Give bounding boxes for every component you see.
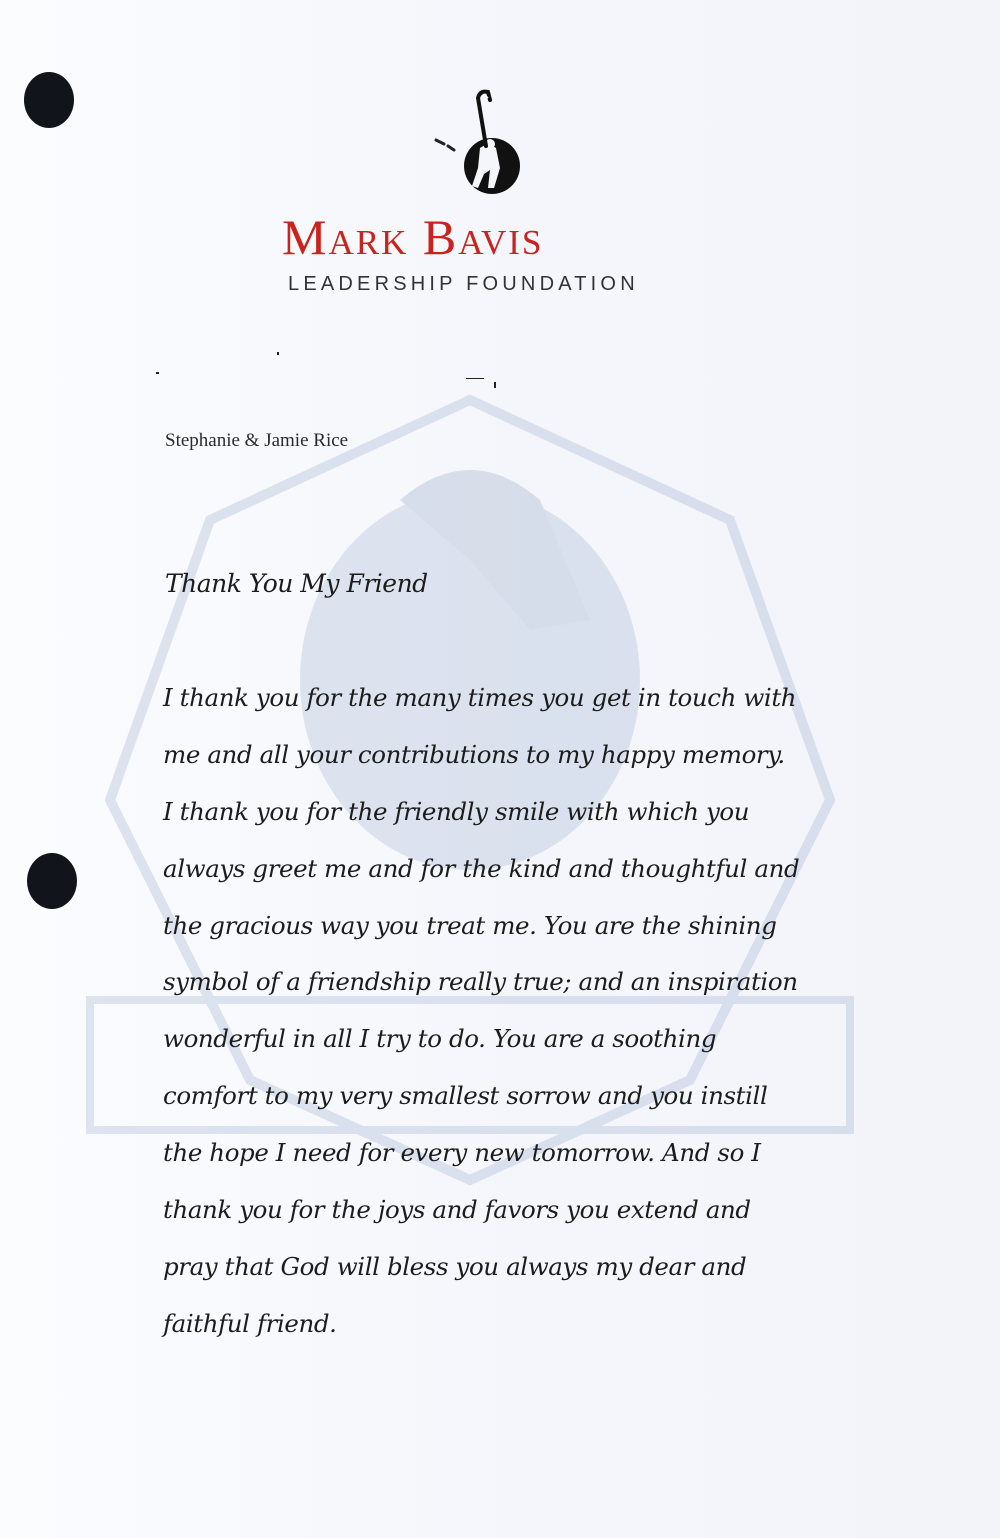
punch-hole-top bbox=[24, 72, 74, 128]
poem-line: faithful friend. bbox=[163, 1308, 337, 1338]
poem-line: thank you for the joys and favors you extend and bbox=[163, 1195, 751, 1225]
poem-line: the gracious way you treat me. You are the shining bbox=[163, 910, 777, 940]
speck bbox=[156, 372, 159, 374]
poem-line: wonderful in all I try to do. You are a soothing bbox=[163, 1024, 717, 1054]
poem-body bbox=[163, 678, 863, 1361]
poem-title: Thank You My Friend bbox=[165, 569, 428, 598]
speck bbox=[277, 352, 279, 355]
speck bbox=[466, 378, 484, 379]
poem-line: I thank you for the many times you get in touch with bbox=[163, 683, 797, 712]
poem-line: the hope I need for every new tomorrow. And so I bbox=[163, 1138, 761, 1168]
foundation-subtitle: LEADERSHIP FOUNDATION bbox=[288, 273, 639, 295]
poem-line: I thank you for the friendly smile with which you bbox=[163, 796, 750, 826]
poem-line: pray that God will bless you always my dear and bbox=[163, 1251, 747, 1281]
hockey-player-emblem-icon bbox=[426, 88, 536, 198]
speck bbox=[494, 382, 496, 388]
poem-line: me and all your contributions to my happy memory. bbox=[163, 739, 785, 769]
poem-line: symbol of a friendship really true; and an inspiration bbox=[163, 967, 798, 997]
foundation-name: Mark Bavis bbox=[282, 209, 544, 265]
poem-line: comfort to my very smallest sorrow and you instill bbox=[163, 1081, 768, 1111]
poem-line: always greet me and for the kind and thoughtful and bbox=[163, 853, 800, 883]
recipient-name: Stephanie & Jamie Rice bbox=[165, 430, 349, 451]
